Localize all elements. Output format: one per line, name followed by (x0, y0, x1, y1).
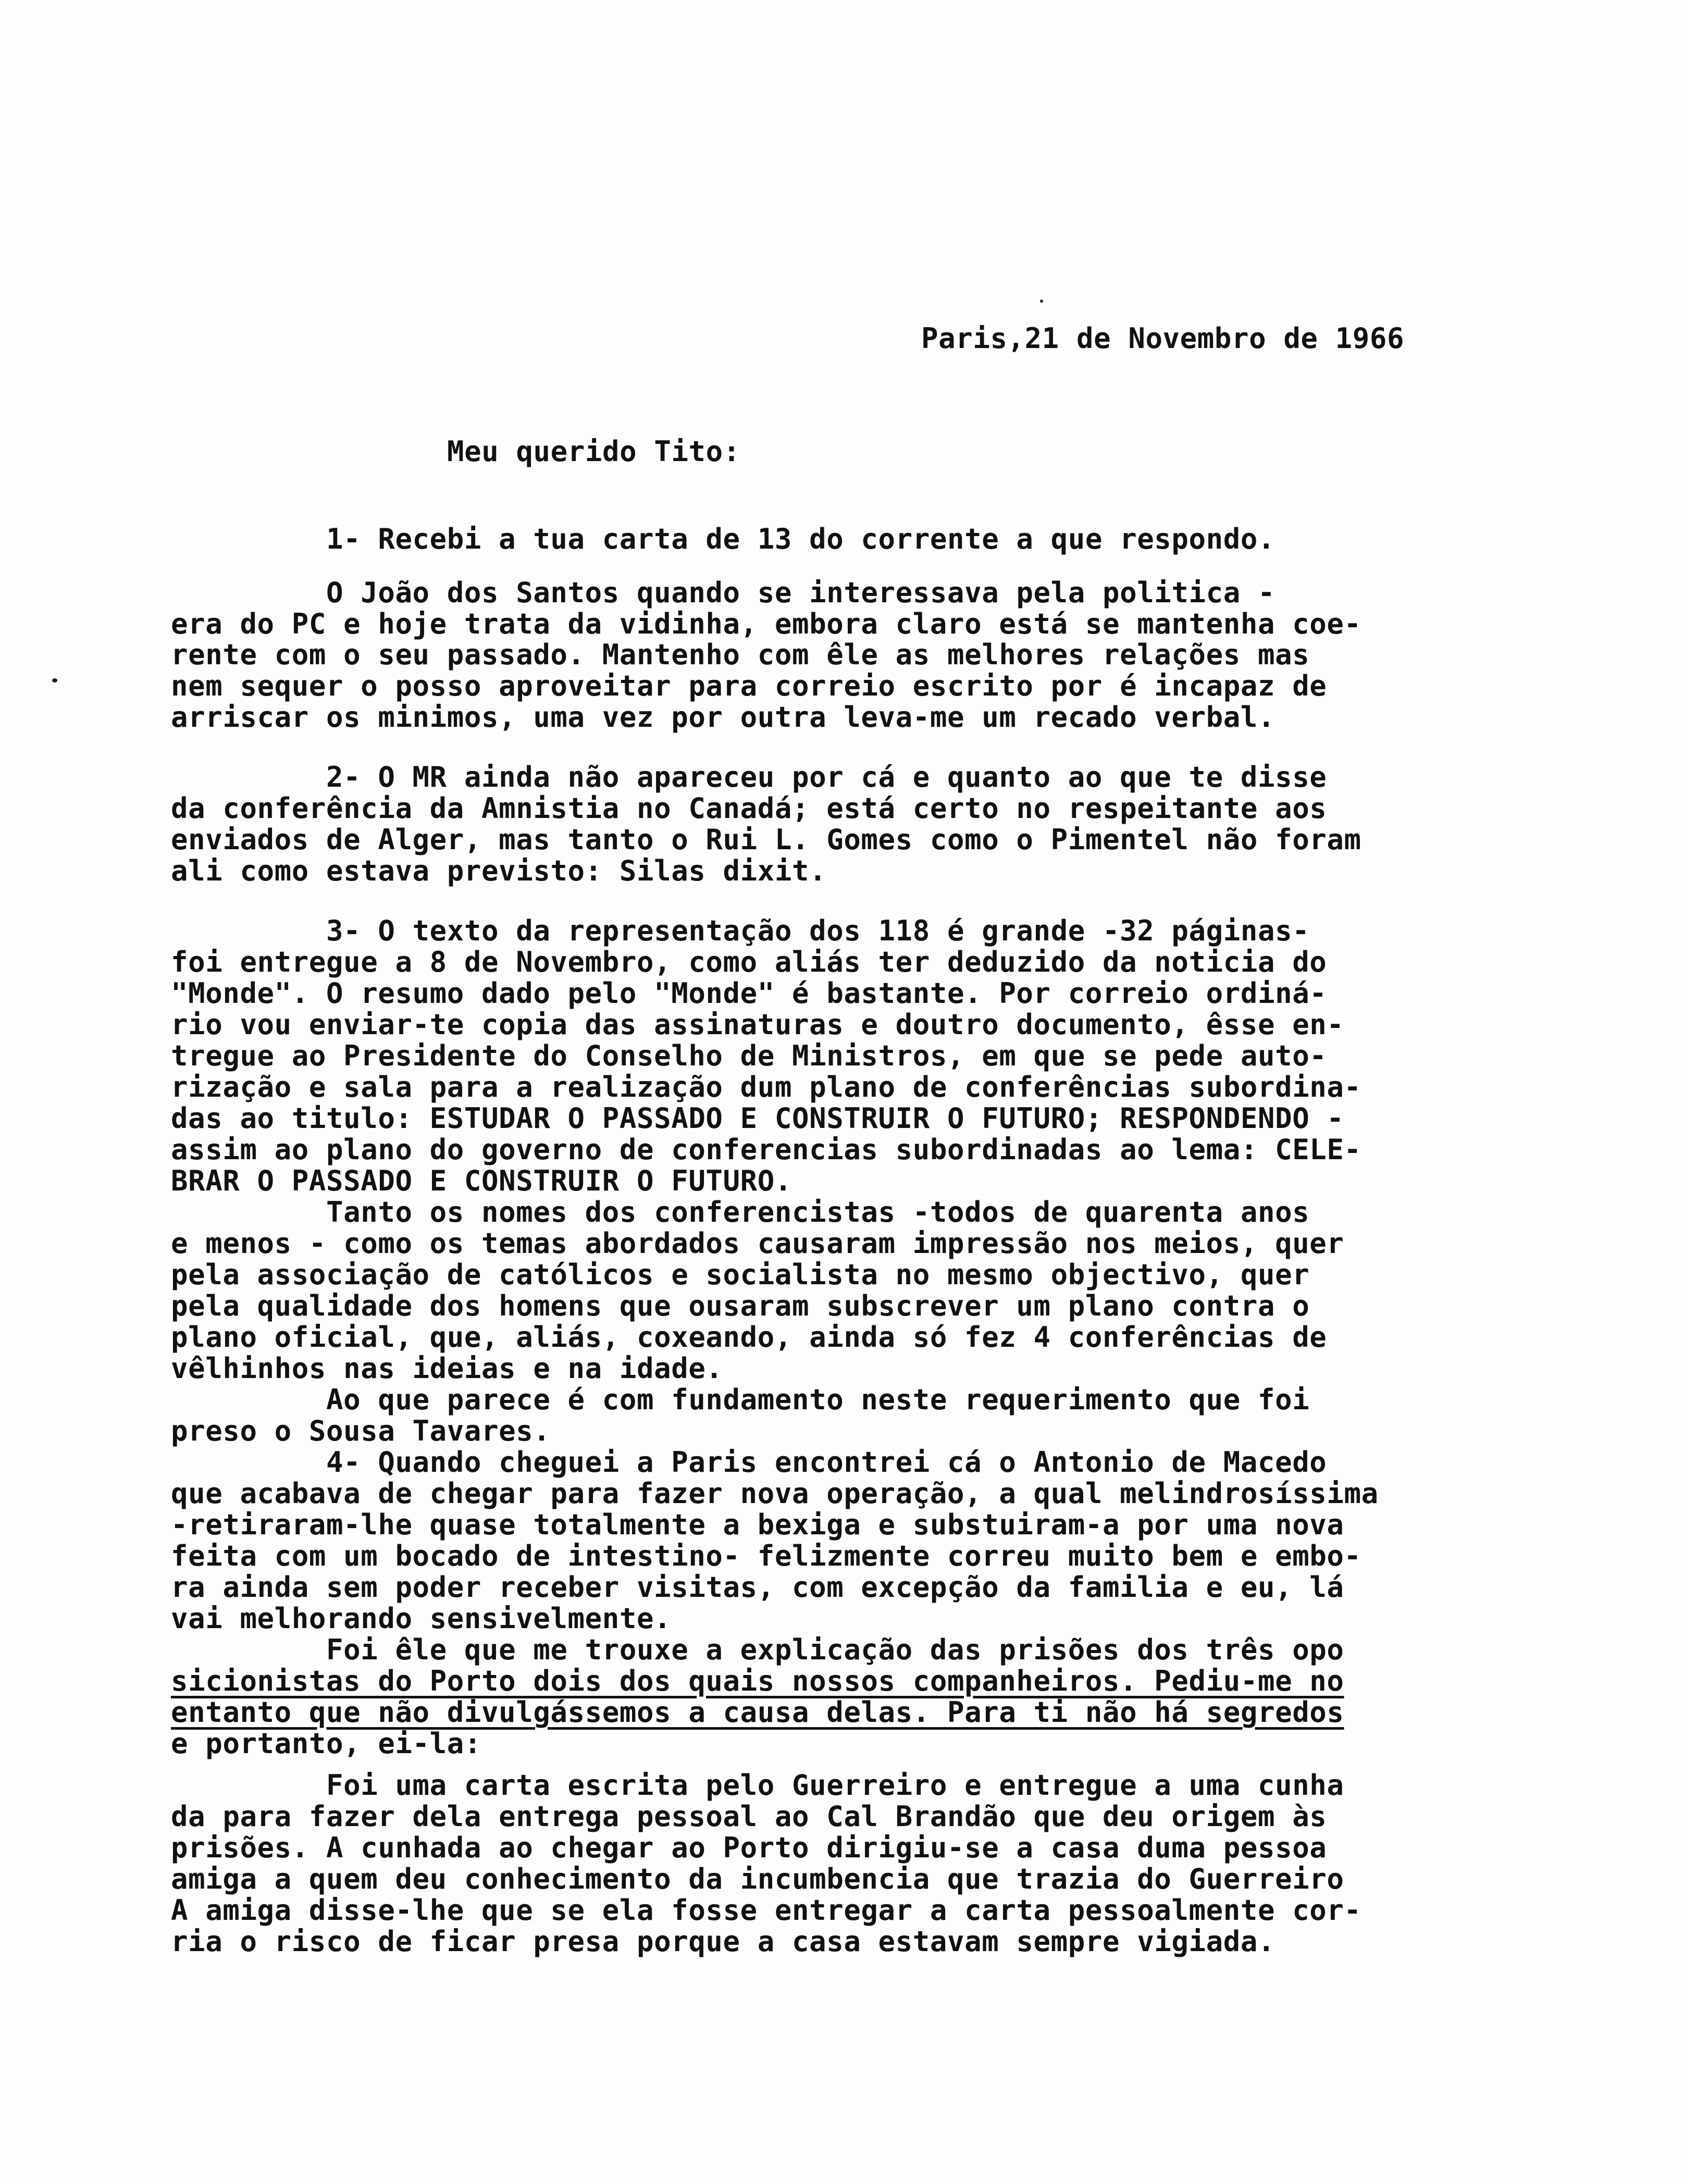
dateline: Paris,21 de Novembro de 1966 (921, 322, 1405, 355)
body-line: que acabava de chegar para fazer nova operação, a qual melindrosíssima (171, 1477, 1379, 1510)
body-line: tregue ao Presidente do Conselho de Ministros, em que se pede auto- (171, 1039, 1327, 1072)
body-line: rio vou enviar-te copia das assinaturas e doutro documento, êsse en- (171, 1008, 1344, 1041)
body-line: da conferência da Amnistia no Canadá; está certo no respeitante aos (171, 792, 1327, 825)
body-line: A amiga disse-lhe que se ela fosse entregar a carta pessoalmente cor- (171, 1894, 1361, 1927)
body-line: 4- Quando cheguei a Paris encontrei cá o Antonio de Macedo (171, 1446, 1327, 1479)
body-line-underlined: sicionistas do Porto dois dos quais nossos companheiros. Pediu-me no (171, 1665, 1344, 1697)
body-line: 2- O MR ainda não apareceu por cá e quanto ao que te disse (171, 761, 1327, 793)
body-line: ria o risco de ficar presa porque a casa estavam sempre vigiada. (171, 1925, 1276, 1958)
body-line: das ao titulo: ESTUDAR O PASSADO E CONSTRUIR O FUTURO; RESPONDENDO - (171, 1102, 1344, 1135)
body-line: -retiraram-lhe quase totalmente a bexiga e substuiram-a por uma nova (171, 1508, 1344, 1541)
body-line: pela qualidade dos homens que ousaram subscrever um plano contra o (171, 1289, 1310, 1322)
ink-speck (1040, 300, 1043, 303)
body-line: rização e sala para a realização dum plano de conferências subordina- (171, 1071, 1361, 1103)
body-line: Foi êle que me trouxe a explicação das prisões dos três opo (171, 1633, 1344, 1666)
body-line: e menos - como os temas abordados causaram impressão nos meios, quer (171, 1227, 1344, 1260)
greeting: Meu querido Tito: (447, 435, 740, 468)
body-line: e portanto, ei-la: (171, 1727, 481, 1760)
body-line: Tanto os nomes dos conferencistas -todos de quarenta anos (171, 1196, 1310, 1228)
body-line: ali como estava previsto: Silas dixit. (171, 854, 827, 887)
body-line: arriscar os minimos, uma vez por outra leva-me um recado verbal. (171, 701, 1276, 734)
body-line: enviados de Alger, mas tanto o Rui L. Gomes como o Pimentel não foram (171, 823, 1361, 856)
body-line: Foi uma carta escrita pelo Guerreiro e entregue a uma cunha (171, 1769, 1344, 1802)
body-line: Ao que parece é com fundamento neste requerimento que foi (171, 1383, 1310, 1416)
body-line: 3- O texto da representação dos 118 é grande -32 páginas- (171, 914, 1310, 947)
body-line: preso o Sousa Tavares. (171, 1414, 551, 1447)
body-line: amiga a quem deu conhecimento da incumbencia que trazia do Guerreiro (171, 1863, 1344, 1895)
body-line: plano oficial, que, aliás, coxeando, ainda só fez 4 conferências de (171, 1321, 1327, 1354)
body-line: da para fazer dela entrega pessoal ao Cal Brandão que deu origem às (171, 1800, 1327, 1833)
body-line: O João dos Santos quando se interessava pela politica - (171, 576, 1276, 609)
body-line: prisões. A cunhada ao chegar ao Porto dirigiu-se a casa duma pessoa (171, 1831, 1327, 1864)
body-line: vêlhinhos nas ideias e na idade. (171, 1352, 723, 1385)
body-line: rente com o seu passado. Mantenho com êle as melhores relações mas (171, 638, 1310, 671)
ink-speck (52, 678, 57, 682)
body-line: feita com um bocado de intestino- felizmente correu muito bem e embo- (171, 1540, 1361, 1572)
body-line: 1- Recebi a tua carta de 13 do corrente a que respondo. (171, 523, 1276, 555)
body-line: foi entregue a 8 de Novembro, como aliás ter deduzido da noticia do (171, 946, 1327, 978)
body-line: ra ainda sem poder receber visitas, com excepção da familia e eu, lá (171, 1571, 1344, 1604)
body-line: vai melhorando sensivelmente. (171, 1602, 672, 1635)
body-line: BRAR O PASSADO E CONSTRUIR O FUTURO. (171, 1164, 792, 1197)
body-line: assim ao plano do governo de conferencias subordinadas ao lema: CELE- (171, 1133, 1361, 1166)
body-line-underlined: entanto que não divulgássemos a causa delas. Para ti não há segredos (171, 1696, 1344, 1729)
body-line: era do PC e hoje trata da vidinha, embora claro está se mantenha coe- (171, 607, 1361, 640)
body-line: nem sequer o posso aproveitar para correio escrito por é incapaz de (171, 669, 1327, 702)
body-line: pela associação de católicos e socialista no mesmo objectivo, quer (171, 1258, 1310, 1291)
body-line: "Monde". O resumo dado pelo "Monde" é bastante. Por correio ordiná- (171, 977, 1327, 1010)
